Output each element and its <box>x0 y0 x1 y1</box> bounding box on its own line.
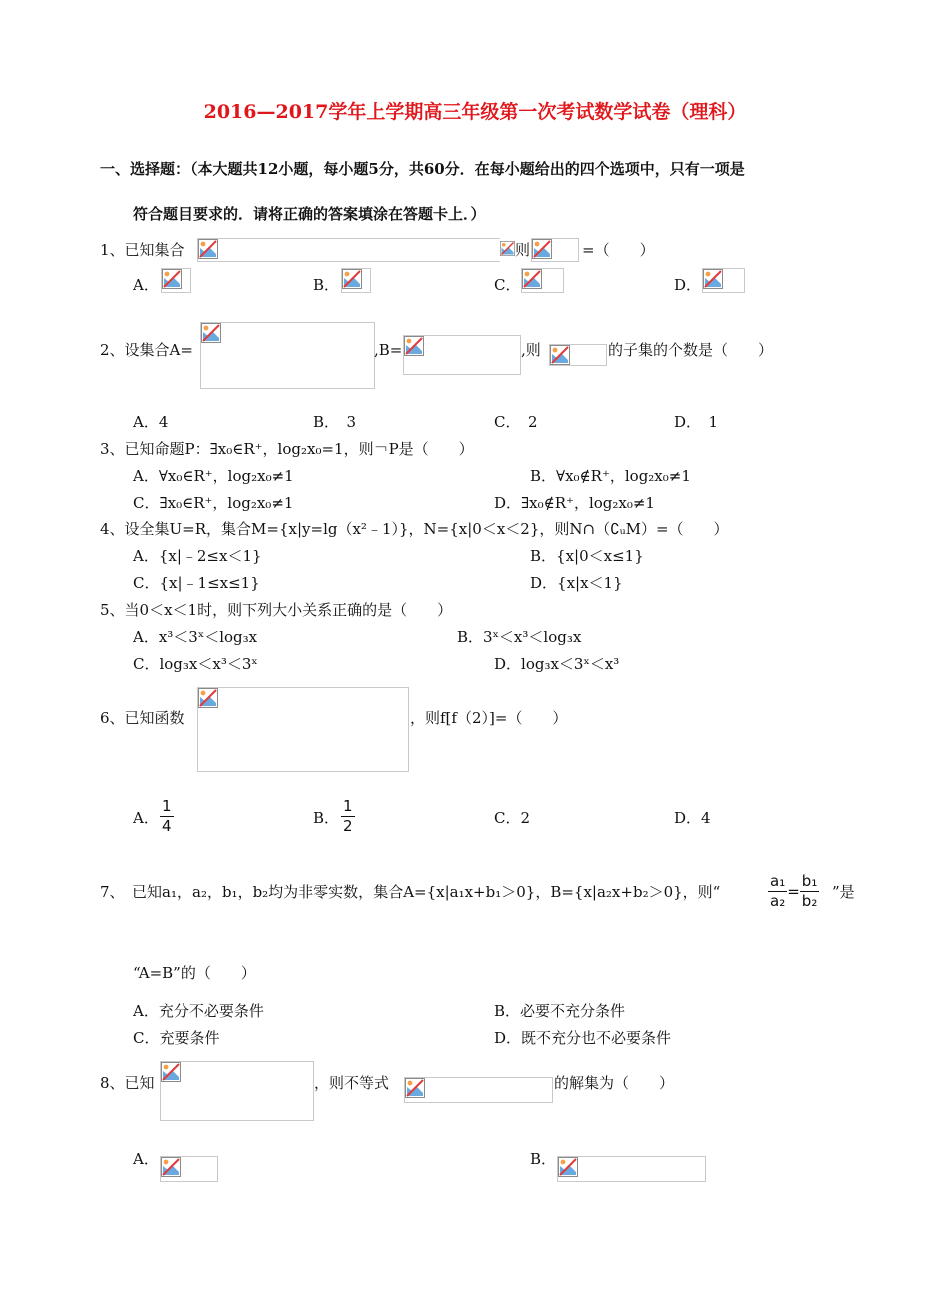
q6-a-denominator: 4 <box>162 817 172 835</box>
q6-option-b-fraction <box>341 799 355 834</box>
q8-option-b-label: B． <box>530 1150 557 1168</box>
broken-image-icon <box>342 269 362 289</box>
q4-option-a: A．{x|﹣2≤x＜1} <box>133 547 262 565</box>
section-heading: 一、选择题：（本大题共12小题，每小题5分，共60分．在每小题给出的四个选项中，只有一项是 <box>100 160 745 178</box>
q2-option-b: B． 3 <box>313 413 357 431</box>
q3-option-d: D．∃x₀∉R⁺，log₂x₀≠1 <box>494 494 655 512</box>
q3-stem: 3、已知命题P：∃x₀∈R⁺，log₂x₀=1，则￢P是（ ） <box>100 440 474 458</box>
q2-stem-b: ,B= <box>374 341 403 359</box>
broken-image-icon <box>404 336 424 356</box>
broken-image-icon <box>405 1078 425 1098</box>
q6-option-a-fraction <box>160 799 174 834</box>
q2-stem-d: 的子集的个数是（ ） <box>608 341 774 359</box>
broken-image-icon <box>703 269 723 289</box>
q6-stem-b: ，则f[f（2）]=（ ） <box>410 709 568 727</box>
q8-inequality-image <box>404 1077 553 1103</box>
q1-stem-a: 1、已知集合 <box>100 241 185 259</box>
q6-option-c: C．2 <box>494 809 531 827</box>
q6-b-numerator: 1 <box>343 797 353 815</box>
q7-option-c: C．充要条件 <box>133 1029 220 1047</box>
q8-stem-b: ，则不等式 <box>314 1074 390 1092</box>
q7-denominator-a: a₂ <box>770 892 786 910</box>
q1-option-b-image <box>341 268 371 293</box>
q7-option-a: A．充分不必要条件 <box>133 1002 264 1020</box>
broken-image-icon <box>161 1157 181 1177</box>
section-heading-cont: 符合题目要求的．请将正确的答案填涂在答题卡上．） <box>133 205 486 223</box>
q7-numerator-b: b₁ <box>801 872 818 890</box>
q1-option-c-label: C． <box>494 276 521 294</box>
q1-set-image <box>197 238 501 262</box>
q3-option-b: B．∀x₀∉R⁺，log₂x₀≠1 <box>530 467 691 485</box>
q1-expr-image <box>531 238 579 262</box>
q6-option-d: D．4 <box>674 809 711 827</box>
q5-option-a: A．x³＜3ˣ＜log₃x <box>133 628 258 646</box>
q4-stem: 4、设全集U=R，集合M={x|y=lg（x²﹣1）}，N={x|0＜x＜2}，则N∩（∁ᵤM）=（ ） <box>100 520 729 538</box>
q5-option-c: C．log₃x＜x³＜3ˣ <box>133 655 258 673</box>
q6-stem-a: 6、已知函数 <box>100 709 185 727</box>
q2-option-d: D． 1 <box>674 413 719 431</box>
q3-option-a: A．∀x₀∈R⁺，log₂x₀≠1 <box>133 467 294 485</box>
q7-equals: = <box>787 882 800 901</box>
q2-set-a-image <box>200 322 375 389</box>
q8-option-a-image <box>160 1156 218 1182</box>
q4-option-d: D．{x|x＜1} <box>530 574 623 592</box>
q2-set-b-image <box>403 335 521 375</box>
q2-stem-c: ,则 <box>521 341 541 359</box>
q4-option-c: C．{x|﹣1≤x≤1} <box>133 574 260 592</box>
q6-b-denominator: 2 <box>343 817 353 835</box>
q8-stem-c: 的解集为（ ） <box>554 1074 675 1092</box>
q2-option-c: C． 2 <box>494 413 538 431</box>
q7-option-b: B．必要不充分条件 <box>494 1002 626 1020</box>
q8-stem-a: 8、已知 <box>100 1074 155 1092</box>
q8-option-a-label: A． <box>133 1150 159 1168</box>
q7-option-d: D．既不充分也不必要条件 <box>494 1029 672 1047</box>
broken-image-icon <box>550 345 570 365</box>
exam-title: 2016—2017学年上学期高三年级第一次考试数学试卷（理科） <box>203 101 747 123</box>
q1-stem-c: =（ ） <box>582 241 655 259</box>
broken-image-icon <box>198 239 218 259</box>
broken-image-icon <box>198 688 218 708</box>
q5-stem: 5、当0＜x＜1时，则下列大小关系正确的是（ ） <box>100 601 453 619</box>
q1-option-a-label: A． <box>133 276 159 294</box>
q7-ratio <box>768 874 819 909</box>
q7-denominator-b: b₂ <box>801 892 818 910</box>
q5-option-b: B．3ˣ＜x³＜log₃x <box>457 628 582 646</box>
broken-image-icon <box>558 1157 578 1177</box>
q1-set-image-tail <box>500 238 516 262</box>
q1-option-c-image <box>521 268 564 293</box>
q2-option-a: A．4 <box>133 413 169 431</box>
q6-option-a-label: A． <box>133 809 159 827</box>
q8-function-image <box>160 1061 314 1121</box>
q1-option-d-label: D． <box>674 276 702 294</box>
broken-image-icon <box>532 239 552 259</box>
broken-image-icon <box>201 323 221 343</box>
q6-function-image <box>197 687 409 772</box>
q2-expr-image <box>549 344 607 366</box>
q7-stem: 7、 已知a₁，a₂，b₁，b₂均为非零实数，集合A={x|a₁x+b₁＞0}，B={x|a₂x+b₂＞0}，则“ <box>100 883 721 901</box>
q1-option-d-image <box>702 268 745 293</box>
q5-option-d: D．log₃x＜3ˣ＜x³ <box>494 655 620 673</box>
q6-a-numerator: 1 <box>162 797 172 815</box>
q1-option-b-label: B． <box>313 276 340 294</box>
q4-option-b: B．{x|0＜x≤1} <box>530 547 644 565</box>
q2-stem-a: 2、设集合A= <box>100 341 193 359</box>
q1-stem-b: 则 <box>515 241 531 259</box>
broken-image-icon <box>500 241 515 256</box>
q6-option-b-label: B． <box>313 809 340 827</box>
q3-option-c: C．∃x₀∈R⁺，log₂x₀≠1 <box>133 494 294 512</box>
q7-stem-tail: ”是 <box>832 883 855 901</box>
q7-stem-cont: “A=B”的（ ） <box>133 964 256 982</box>
broken-image-icon <box>162 269 182 289</box>
q7-numerator-a: a₁ <box>770 872 786 890</box>
broken-image-icon <box>161 1062 181 1082</box>
broken-image-icon <box>522 269 542 289</box>
q1-option-a-image <box>161 268 191 293</box>
q8-option-b-image <box>557 1156 706 1182</box>
